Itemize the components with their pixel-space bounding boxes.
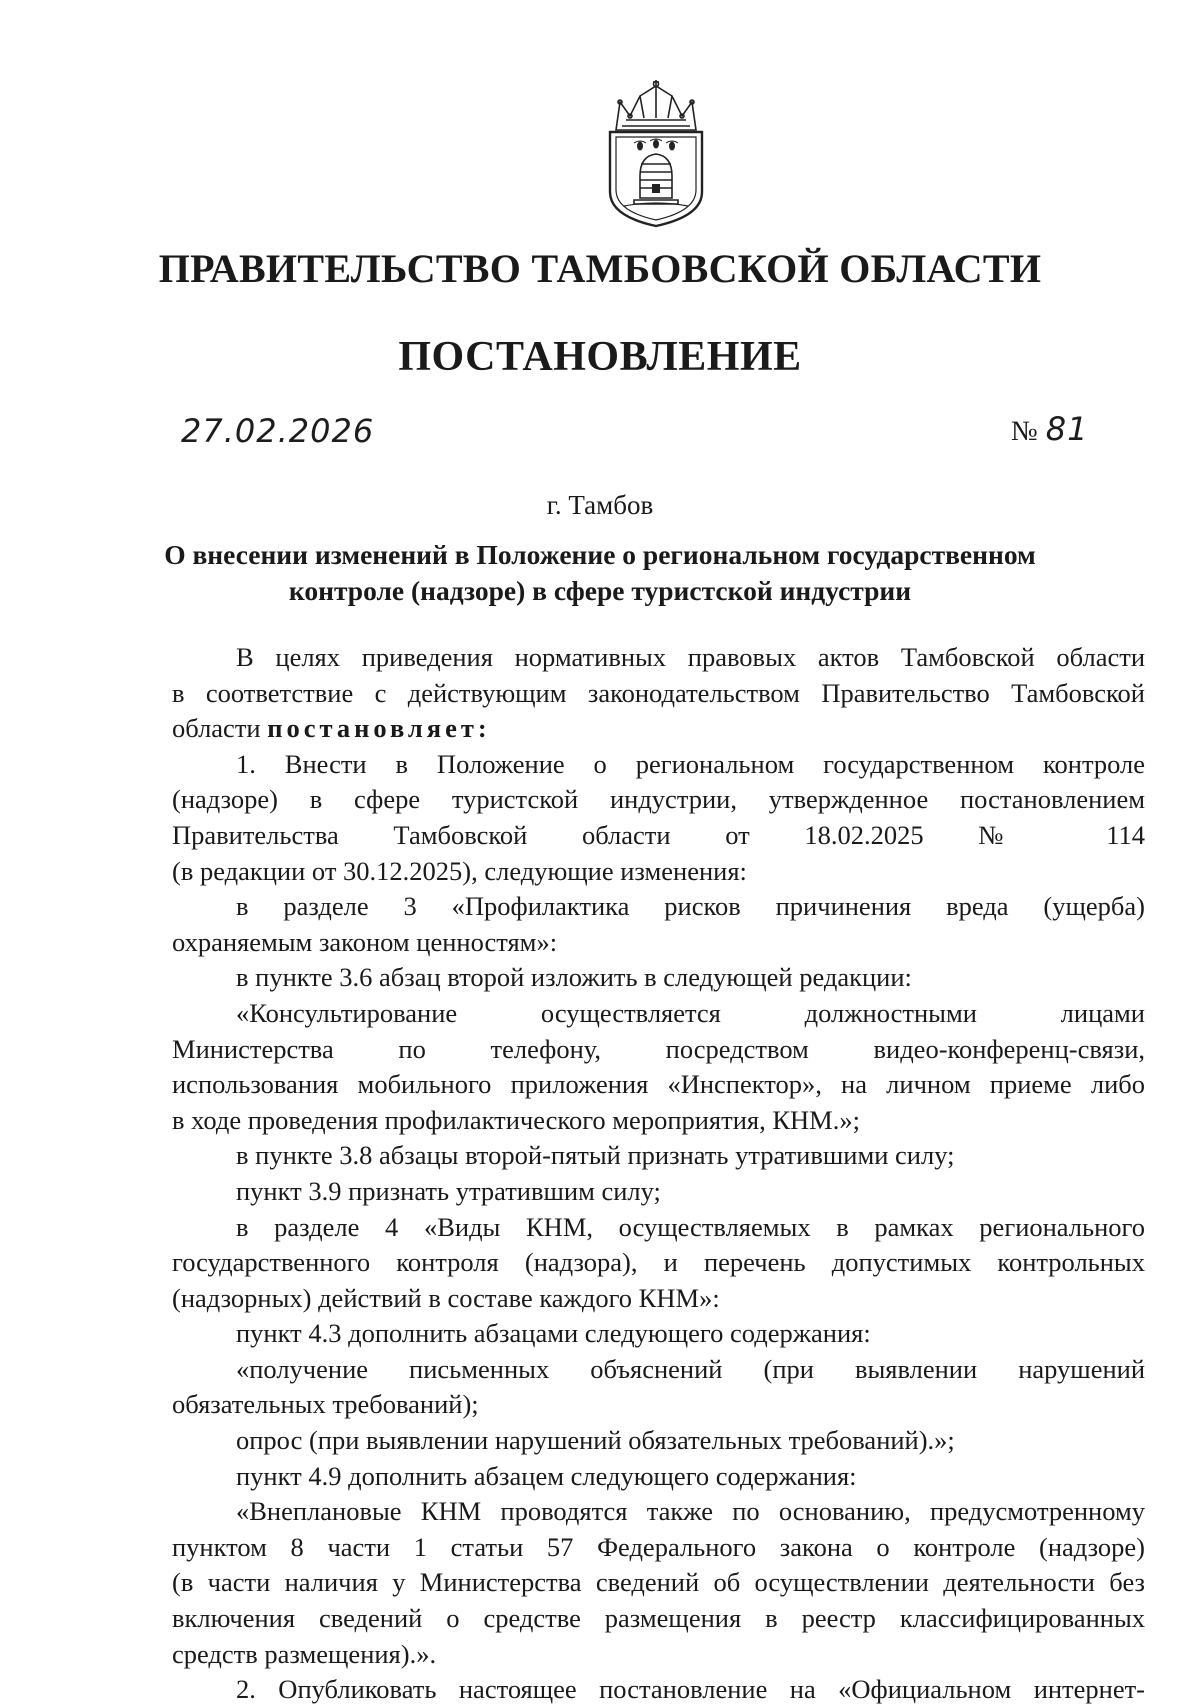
quote-3-6-line: в ходе проведения профилактического мероприятия, КНМ.»; bbox=[172, 1104, 860, 1135]
preamble-text: области bbox=[172, 713, 268, 744]
coat-of-arms-icon bbox=[596, 80, 716, 228]
document-type-title: ПОСТАНОВЛЕНИЕ bbox=[398, 334, 802, 380]
quote-4-9-line: пунктом 8 части 1 статьи 57 Федерального закона о контроле (надзоре) bbox=[172, 1531, 1145, 1562]
quote-3-6-line: Министерства по телефону, посредством видео-конференц-связи, bbox=[172, 1033, 1145, 1064]
quote-3-6-line: использования мобильного приложения «Инспектор», на личном приеме либо bbox=[172, 1069, 1145, 1100]
number-sign: № bbox=[1011, 416, 1038, 447]
number-value: 81 bbox=[1045, 410, 1089, 448]
section-3-line: в разделе 3 «Профилактика рисков причинения вреда (ущерба) bbox=[236, 891, 1145, 922]
subject-line: контроле (надзоре) в сфере туристской индустрии bbox=[288, 575, 912, 606]
paragraph-1-line: (надзоре) в сфере туристской индустрии, утвержденное постановлением bbox=[172, 784, 1145, 815]
quote-4-9-line: средств размещения).». bbox=[172, 1638, 437, 1669]
section-3-line: охраняемым законом ценностям»: bbox=[172, 926, 558, 957]
quote-4-3-line: опрос (при выявлении нарушений обязательных требований).»; bbox=[236, 1425, 955, 1456]
quote-4-3-line: обязательных требований); bbox=[172, 1389, 479, 1420]
section-4-line: государственного контроля (надзора), и перечень допустимых контрольных bbox=[172, 1247, 1145, 1278]
preamble-line: в соответствие с действующим законодательством Правительство Тамбовской bbox=[172, 677, 1145, 708]
preamble-line bbox=[172, 711, 1145, 747]
item-4-3: пункт 4.3 дополнить абзацами следующего содержания: bbox=[236, 1318, 871, 1349]
paragraph-1-line: (в редакции от 30.12.2025), следующие изменения: bbox=[172, 855, 747, 886]
document-number bbox=[1011, 410, 1088, 448]
quote-4-9-line: (в части наличия у Министерства сведений об осуществлении деятельности без bbox=[172, 1567, 1145, 1598]
paragraph-1-line: 1. Внести в Положение о региональном государственном контроле bbox=[236, 748, 1145, 779]
paragraph-1-line: Правительства Тамбовской области от 18.02.2025 № 114 bbox=[172, 819, 1145, 850]
section-4-line: (надзорных) действий в составе каждого КНМ»: bbox=[172, 1282, 720, 1313]
decree-verb: постановляет: bbox=[267, 713, 491, 744]
item-3-6: в пункте 3.6 абзац второй изложить в следующей редакции: bbox=[236, 962, 912, 993]
document-body bbox=[172, 640, 1145, 1708]
quote-3-6-line: «Консультирование осуществляется должностными лицами bbox=[236, 997, 1145, 1028]
city: г. Тамбов bbox=[546, 490, 654, 520]
quote-4-3-line: «получение письменных объяснений (при выявлении нарушений bbox=[236, 1353, 1145, 1384]
document-date: 27.02.2026 bbox=[181, 412, 375, 450]
subject-line: О внесении изменений в Положение о региональном государственном bbox=[164, 539, 1036, 570]
quote-4-9-line: «Внеплановые КНМ проводятся также по основанию, предусмотренному bbox=[236, 1496, 1145, 1527]
item-3-9: пункт 3.9 признать утратившим силу; bbox=[236, 1175, 661, 1206]
preamble-line: В целях приведения нормативных правовых актов Тамбовской области bbox=[236, 642, 1145, 672]
quote-4-9-line: включения сведений о средстве размещения в реестр классифицированных bbox=[172, 1603, 1145, 1634]
item-3-8: в пункте 3.8 абзацы второй-пятый признать утратившими силу; bbox=[236, 1140, 955, 1171]
document-subject bbox=[0, 537, 1200, 609]
item-4-9: пункт 4.9 дополнить абзацем следующего содержания: bbox=[236, 1460, 857, 1491]
section-4-line: в разделе 4 «Виды КНМ, осуществляемых в рамках регионального bbox=[236, 1211, 1145, 1242]
paragraph-2-line: 2. Опубликовать настоящее постановление на «Официальном интернет- bbox=[236, 1674, 1145, 1705]
government-title: ПРАВИТЕЛЬСТВО ТАМБОВСКОЙ ОБЛАСТИ bbox=[158, 246, 1042, 291]
